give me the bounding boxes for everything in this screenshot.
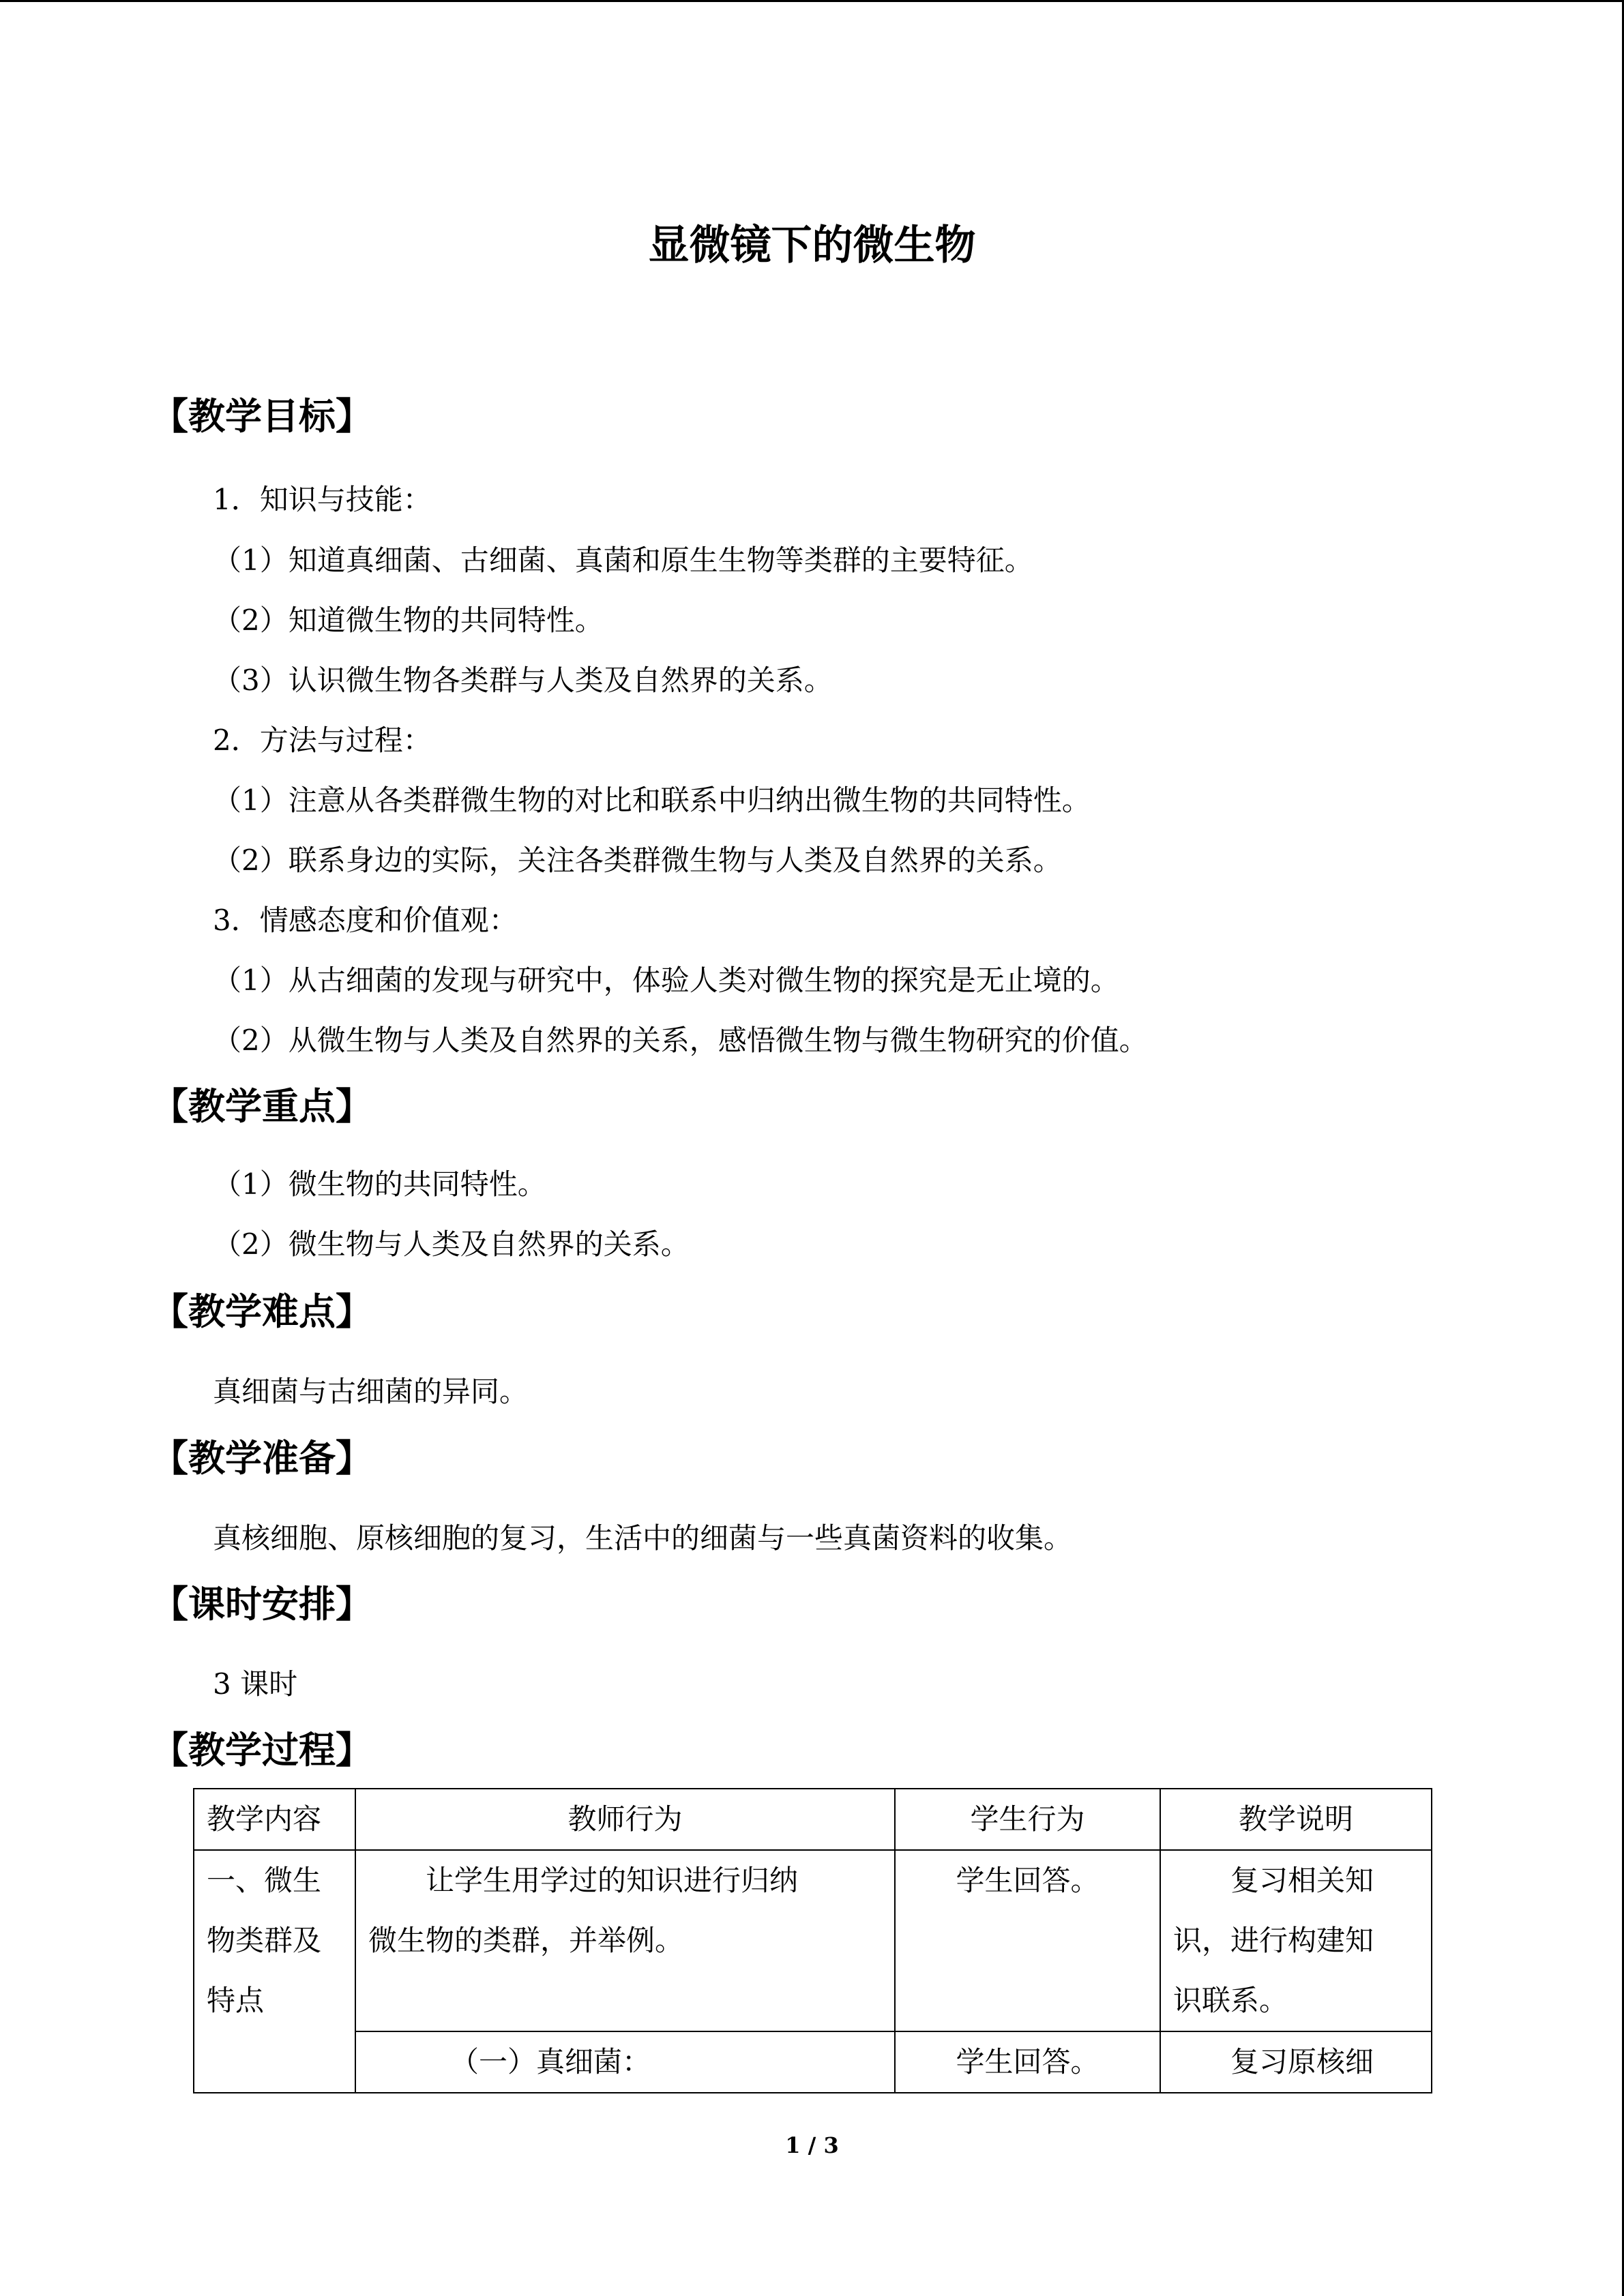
goal-line: 3．情感态度和价值观： xyxy=(213,904,518,937)
page-top-border xyxy=(0,0,1624,2)
key-point-line: （1）微生物的共同特性。 xyxy=(213,1167,546,1201)
cell-line: 特点 xyxy=(207,1984,265,2017)
table-header-cell: 教学说明 xyxy=(1160,1789,1432,1850)
table-header-row xyxy=(194,1789,1432,1850)
page-number: 1 / 3 xyxy=(785,2132,839,2158)
document-title: 显微镜下的微生物 xyxy=(648,222,976,269)
cell-line: 识，进行构建知 xyxy=(1173,1924,1374,1957)
key-point-line: （2）微生物与人类及自然界的关系。 xyxy=(213,1227,690,1261)
goal-line: （1）注意从各类群微生物的对比和联系中归纳出微生物的共同特性。 xyxy=(213,784,1091,817)
table-cell-teacher xyxy=(355,1850,895,2031)
table-cell-student: 学生回答。 xyxy=(895,2031,1160,2093)
section-heading-preparation: 【教学准备】 xyxy=(151,1437,372,1480)
goal-line: （2）联系身边的实际，关注各类群微生物与人类及自然界的关系。 xyxy=(213,844,1062,877)
table-cell-student: 学生回答。 xyxy=(895,1850,1160,2031)
section-heading-difficulties: 【教学难点】 xyxy=(151,1290,372,1333)
section-heading-schedule: 【课时安排】 xyxy=(151,1583,372,1626)
goal-line: 2．方法与过程： xyxy=(213,724,432,757)
section-heading-goals: 【教学目标】 xyxy=(151,395,372,438)
cell-line: 一、微生 xyxy=(207,1864,322,1897)
schedule-text: 3 课时 xyxy=(213,1667,298,1701)
cell-line: 物类群及 xyxy=(207,1924,322,1957)
table-row xyxy=(194,1850,1432,2031)
table-row xyxy=(194,2031,1432,2093)
table-cell-note xyxy=(1160,2031,1432,2093)
goal-line: （1）从古细菌的发现与研究中，体验人类对微生物的探究是无止境的。 xyxy=(213,964,1119,997)
table-header-cell: 教师行为 xyxy=(355,1789,895,1850)
table-cell-note xyxy=(1160,1850,1432,2031)
process-table xyxy=(193,1788,1432,2093)
table-header-cell: 教学内容 xyxy=(194,1789,355,1850)
table-cell-teacher xyxy=(355,2031,895,2093)
table-header-cell: 学生行为 xyxy=(895,1789,1160,1850)
table-cell-content xyxy=(194,1850,355,2093)
cell-line: 微生物的类群，并举例。 xyxy=(368,1924,684,1957)
section-heading-key-points: 【教学重点】 xyxy=(151,1085,372,1128)
cell-line: （一）真细菌： xyxy=(450,2045,651,2078)
section-heading-process: 【教学过程】 xyxy=(151,1729,372,1772)
goal-line: （1）知道真细菌、古细菌、真菌和原生生物等类群的主要特征。 xyxy=(213,543,1033,577)
goal-line: 1．知识与技能： xyxy=(213,483,432,516)
goal-line: （3）认识微生物各类群与人类及自然界的关系。 xyxy=(213,664,833,697)
difficulty-text: 真细菌与古细菌的异同。 xyxy=(213,1375,529,1408)
goal-line: （2）从微生物与人类及自然界的关系，感悟微生物与微生物研究的价值。 xyxy=(213,1024,1148,1057)
goal-line: （2）知道微生物的共同特性。 xyxy=(213,603,604,637)
cell-line: 复习原核细 xyxy=(1230,2045,1374,2078)
preparation-text: 真核细胞、原核细胞的复习，生活中的细菌与一些真菌资料的收集。 xyxy=(213,1521,1073,1555)
cell-line: 识联系。 xyxy=(1173,1984,1288,2017)
cell-line: 复习相关知 xyxy=(1230,1864,1374,1897)
cell-line: 让学生用学过的知识进行归纳 xyxy=(426,1864,799,1897)
